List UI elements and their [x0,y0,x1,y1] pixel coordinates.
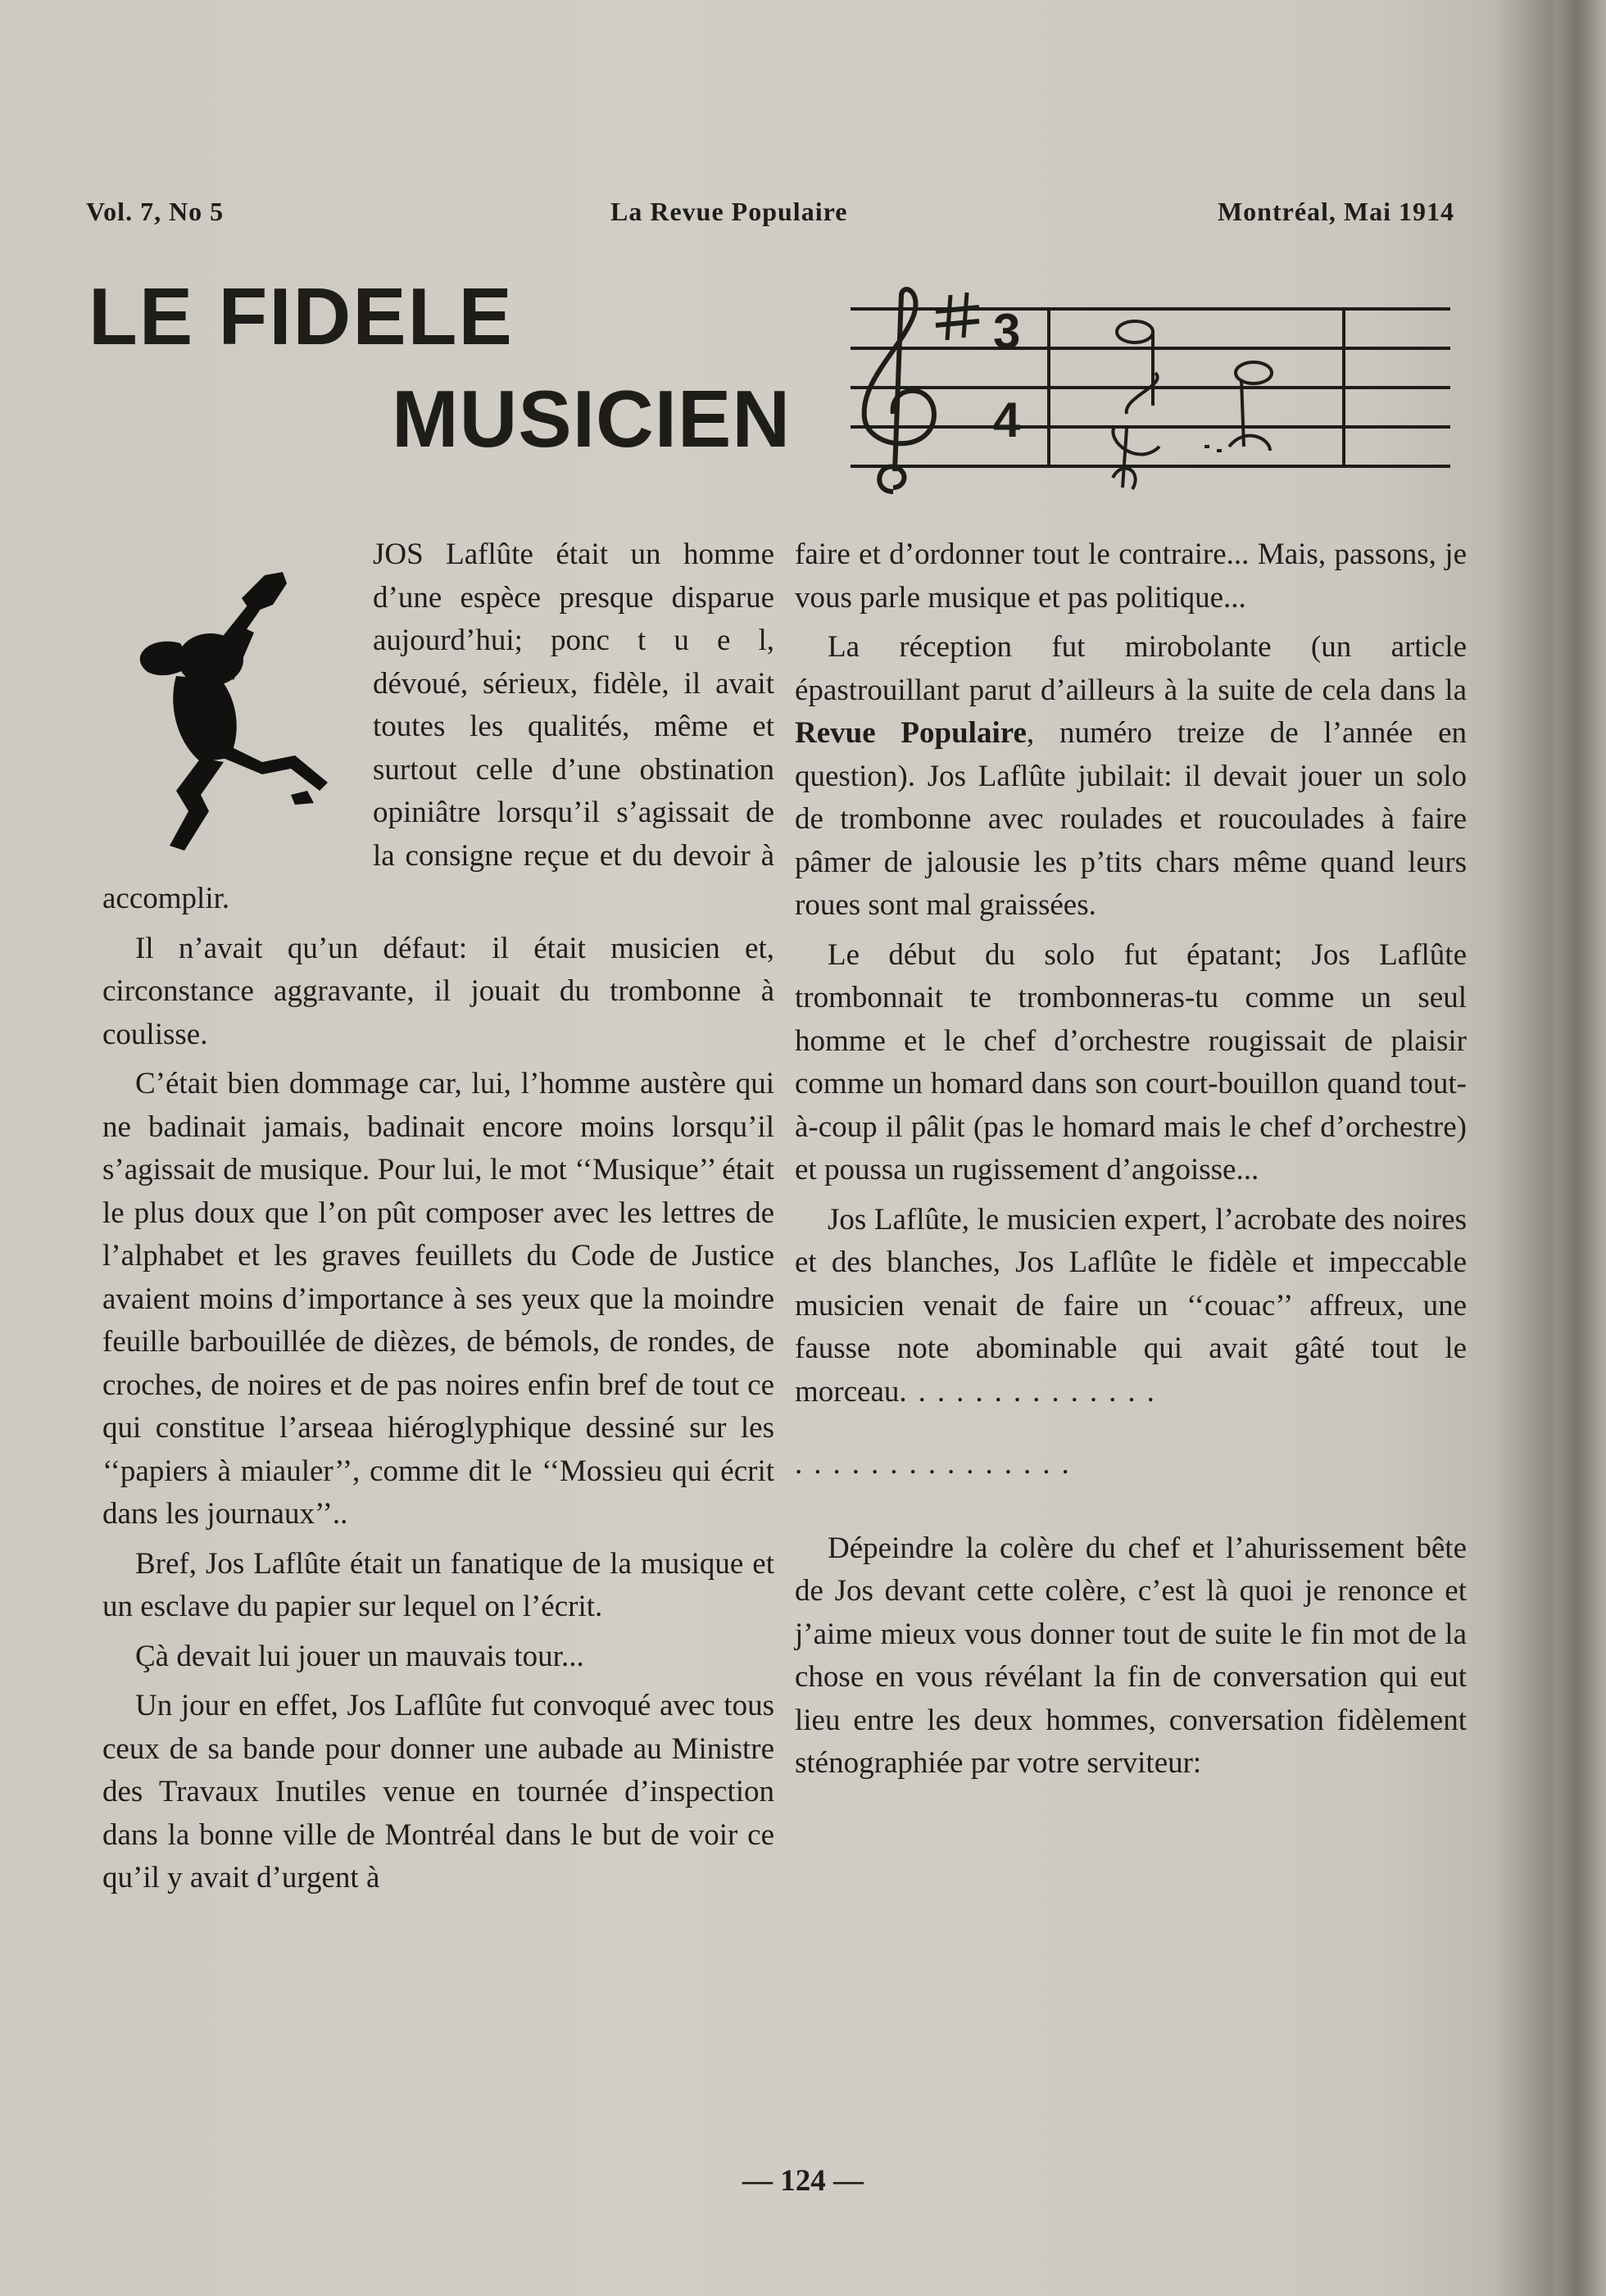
illustration-float-space [102,533,373,878]
paragraph [795,1199,1467,1414]
paragraph: Le début du solo fut épatant; Jos Laflûte trombonnait te trombonneras-tu comme un seul homme et le chef d’orchestre rougissait de plaisir comme un homard dans son court-bouillon quand tout-à-coup il pâlit (pas le homard mais le chef d’orchestre) et poussa un rugissement d’angoisse... [795,937,1467,1187]
paragraph: Dépeindre la colère du chef et l’ahurissement bête de Jos devant cette colère, c’est là quoi je renonce et j’aime mieux vous donner tout de suite le fin mot de la chose en vous révélant la fin de conversation qui eut lieu entre les deux hommes, conversation fidèlement sténographiée par votre serviteur: [795,1531,1467,1780]
music-staff-icon [844,283,1450,500]
paragraph-text: Jos Laflûte, le musicien expert, l’acrobate des noires et des blanches, Jos Laflûte le fidèle et impeccable musicien venait de faire un ‘‘couac’’ affreux, une fausse note abominable qui avait gâté tout le morceau [795,1202,1467,1409]
paragraph: Il n’avait qu’un défaut: il était musicien et, circonstance aggravante, il jouait du trombonne à coulisse. [102,931,774,1051]
paragraph: Çà devait lui jouer un mauvais tour... [135,1639,584,1673]
time-signature-top: 3 [993,304,1021,359]
page-binding-shadow [1557,0,1606,2296]
paragraph: Bref, Jos Laflûte était un fanatique de la musique et un esclave du papier sur lequel on l’écrit. [102,1546,774,1623]
ellipsis-dots: .............. [899,1374,1166,1409]
issue-date: Montréal, Mai 1914 [1217,197,1454,226]
magazine-name-inline: Revue Populaire [795,716,1027,750]
paragraph [795,626,1467,928]
article-title-line-1: LE FIDELE [88,271,514,361]
paragraph: C’était bien dommage car, lui, l’homme austère qui ne badinait jamais, badinait encore moins lorsqu’il s’agissait de musique. Pour lui, le mot ‘‘Musique’’ était le plus doux que l’on pût composer avec les lettres de l’alphabet et les graves feuillets du Code de Justice avaient moins d’importance à ses yeux que la moindre feuille barbouillée de dièzes, de bémols, de rondes, de croches, de noires et de pas noires enfin bref de tout ce qui constitue l’arseaa hiéroglyphique dessiné sur les ‘‘papiers à miauler’’, comme dit le ‘‘Mossieu qui écrit dans les journaux’’.. [102,1067,774,1531]
paragraph: Un jour en effet, Jos Laflûte fut convoqué avec tous ceux de sa bande pour donner une aubade au Ministre des Travaux Inutiles venue en tournée d’inspection dans la bonne ville de Montréal dans le but de voir ce qu’il y avait d’urgent à [102,1689,774,1894]
time-signature-bottom: 4 [993,392,1021,447]
dotted-separator: ............... [795,1447,1081,1481]
volume-number: Vol. 7, No 5 [86,197,225,226]
page-number: — 124 — [742,2164,864,2198]
running-header [86,197,1454,238]
paragraph: JOS Laflûte était un homme d’une espèce presque disparue aujourd’hui; ponc t u e l, dévoué, sérieux, fidèle, il avait toutes les qualités, même et surtout celle d’une obstination opiniâtre lorsqu’il s’agissait de la consigne reçue et du devoir à accomplir. [102,538,774,915]
magazine-name: La Revue Populaire [610,197,848,226]
paragraph: faire et d’ordonner tout le contraire... Mais, passons, je vous parle musique et pas politique... [795,538,1467,615]
paragraph-text: , numéro treize de l’année en question). Jos Laflûte jubilait: il devait jouer un solo de trombonne avec roulades et roucoulades à faire pâmer de jalousie les p’tits chars même quand leurs roues sont mal graissées. [795,716,1467,922]
article-column-right [795,533,1467,1792]
article-column-left [102,533,774,1907]
article-title-line-2: MUSICIEN [392,374,792,464]
paragraph-text: La réception fut mirobolante (un article épastrouillant parut d’ailleurs à la suite de cela dans la [795,630,1467,707]
